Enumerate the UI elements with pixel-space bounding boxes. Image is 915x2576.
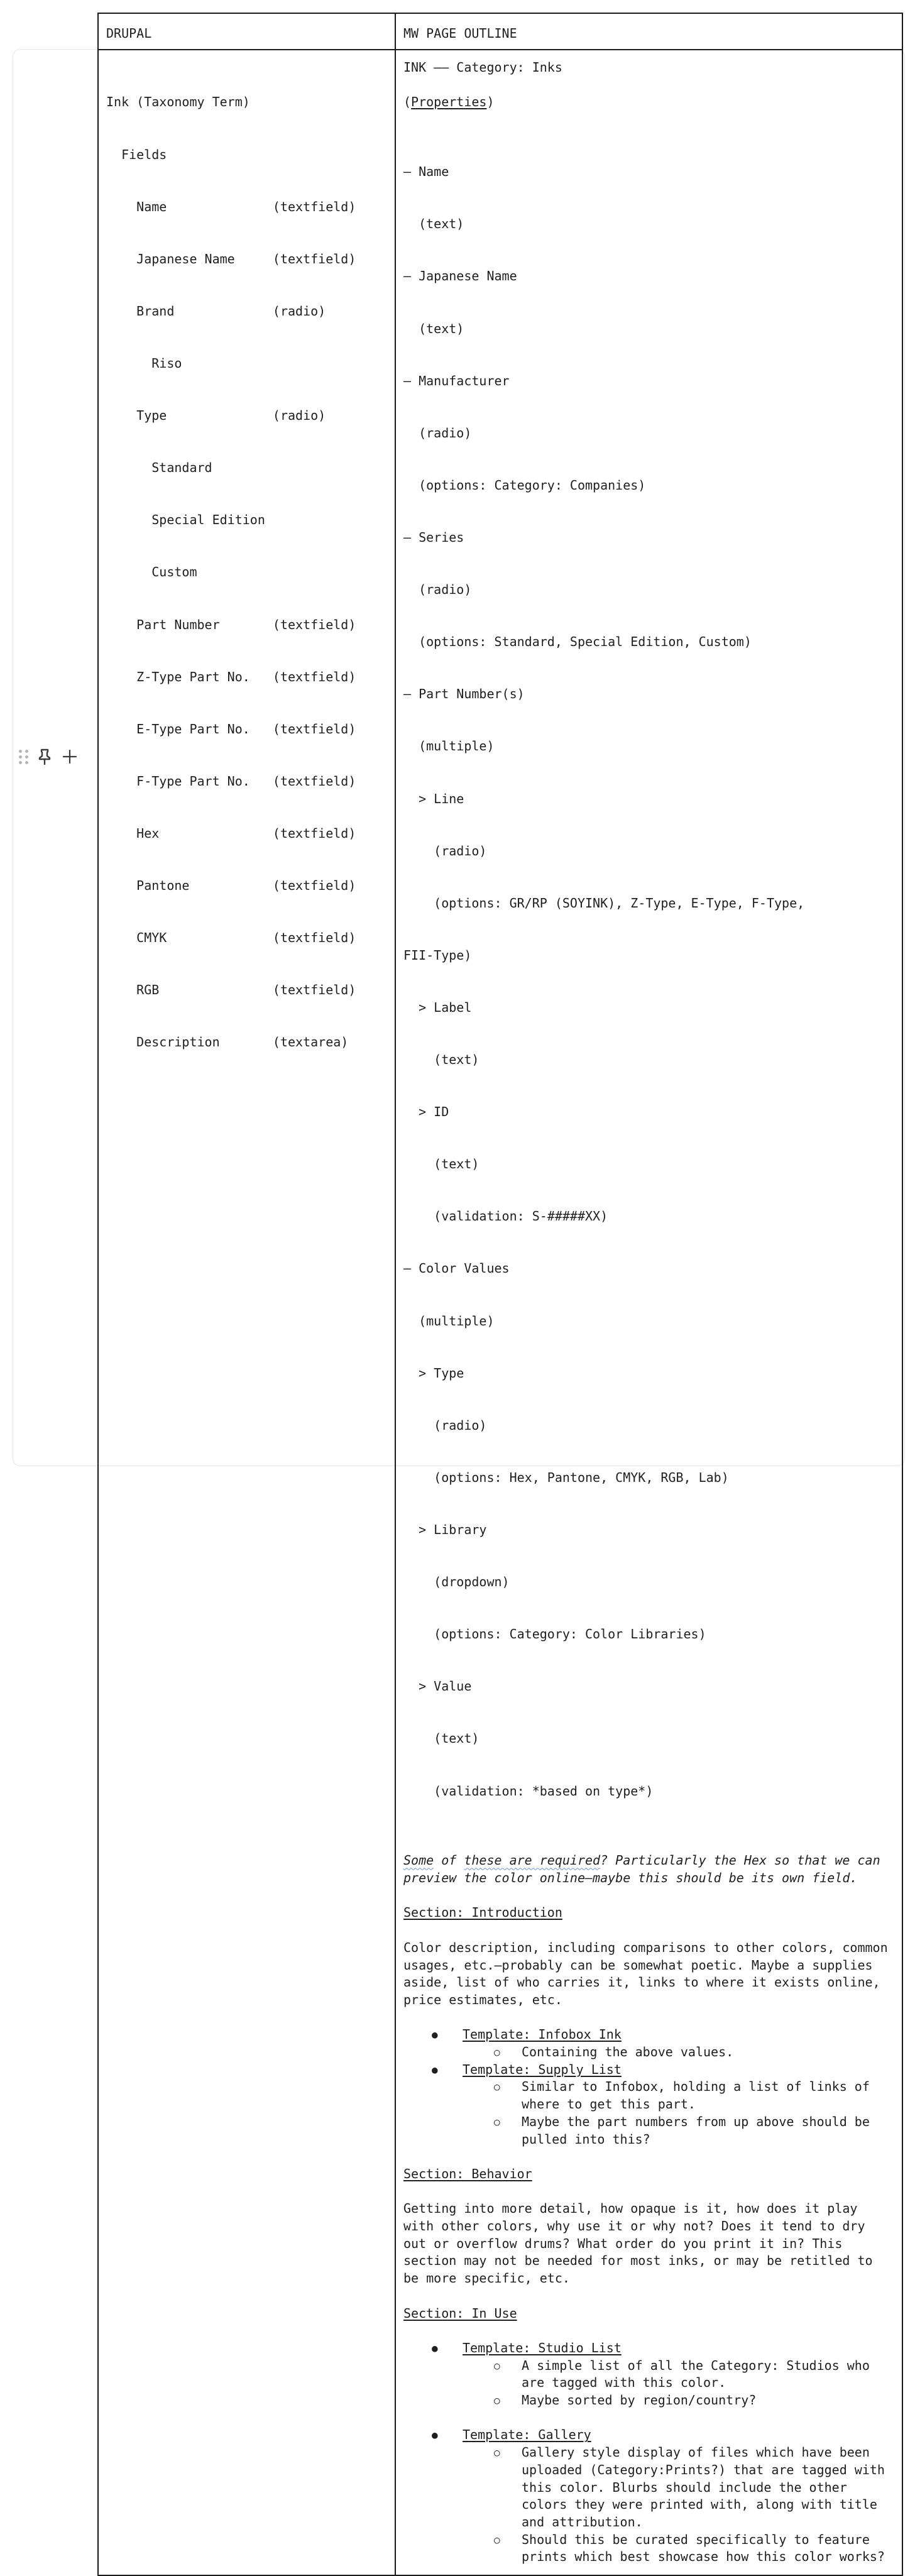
section-heading-behavior[interactable]: Section: Behavior xyxy=(403,2166,532,2181)
drupal-line: Fields xyxy=(106,146,167,162)
spellcheck-required[interactable]: these are required xyxy=(464,1853,601,1868)
drupal-line: RGB (textfield) xyxy=(106,982,356,998)
block-controls xyxy=(19,746,79,767)
properties-link[interactable]: Properties xyxy=(411,94,487,110)
drupal-line: E-Type Part No. (textfield) xyxy=(106,721,356,737)
sub-list-item: ○ Similar to Infobox, holding a list of links of where to get this part. xyxy=(463,2078,894,2113)
property-line: (options: Category: Color Libraries) xyxy=(403,1626,706,1642)
property-line: > Library xyxy=(403,1522,487,1538)
drupal-line: CMYK (textfield) xyxy=(106,930,356,946)
drupal-line: F-Type Part No. (textfield) xyxy=(106,773,356,789)
template-studio-list-link[interactable]: Template: Studio List xyxy=(463,2340,622,2355)
drupal-line: Pantone (textfield) xyxy=(106,878,356,894)
comparison-table xyxy=(97,13,903,2576)
required-note xyxy=(403,1852,894,1887)
sub-list xyxy=(463,2078,894,2148)
property-line: (text) xyxy=(403,1731,479,1746)
drupal-line: Type (radio) xyxy=(106,408,326,424)
list-item xyxy=(403,2061,894,2149)
in-use-gallery-list xyxy=(403,2426,894,2566)
drupal-line: Description (textarea) xyxy=(106,1034,349,1050)
drupal-line: Z-Type Part No. (textfield) xyxy=(106,669,356,684)
drag-handle-icon[interactable] xyxy=(19,748,29,765)
property-line: (radio) xyxy=(403,425,472,441)
drupal-line: Riso xyxy=(106,355,182,371)
drupal-line: Name (textfield) xyxy=(106,199,356,214)
property-line: (dropdown) xyxy=(403,1574,510,1590)
property-line: (text) xyxy=(403,1052,479,1068)
property-line: > Value xyxy=(403,1679,472,1694)
section-heading-in-use[interactable]: Section: In Use xyxy=(403,2305,517,2321)
property-list xyxy=(403,129,894,1835)
in-use-studio-list xyxy=(403,2340,894,2409)
plus-icon[interactable] xyxy=(60,747,79,766)
properties-line xyxy=(403,94,894,111)
sub-list xyxy=(463,2044,894,2061)
template-gallery-link[interactable]: Template: Gallery xyxy=(463,2427,591,2443)
property-line: (validation: S-#####XX) xyxy=(403,1209,608,1224)
property-line: (options: Hex, Pantone, CMYK, RGB, Lab) xyxy=(403,1469,729,1485)
property-line: (multiple) xyxy=(403,738,495,754)
outline-cell[interactable] xyxy=(395,50,902,2575)
template-infobox-ink-link[interactable]: Template: Infobox Ink xyxy=(463,2027,622,2042)
property-line: (validation: *based on type*) xyxy=(403,1783,654,1799)
sub-list-item: ○ Maybe sorted by region/country? xyxy=(463,2392,894,2409)
sub-list-item: ○ Gallery style display of files which have been uploaded (Category:Prints?) that are tagged with this color. Blurbs should include the other colors they were printed with, along with title and attribution. xyxy=(463,2444,894,2531)
property-line: (text) xyxy=(403,216,464,232)
sub-list-item: ○ Should this be curated specifically to feature prints which best showcase how this color works? xyxy=(463,2531,894,2566)
sub-list-item: ○ Maybe the part numbers from up above should be pulled into this? xyxy=(463,2113,894,2148)
table-body-row xyxy=(98,50,902,2575)
property-line: (text) xyxy=(403,1156,479,1172)
sub-list-item: ○ Containing the above values. xyxy=(463,2044,894,2061)
drupal-line: Ink (Taxonomy Term) xyxy=(106,94,250,110)
property-line: (multiple) xyxy=(403,1313,495,1329)
intro-template-list xyxy=(403,2026,894,2148)
column-header-outline[interactable]: MW PAGE OUTLINE xyxy=(395,13,902,50)
intro-paragraph: Color description, including comparisons to other colors, common usages, etc.—probably can be somewhat poetic. Maybe a supplies aside, list of who carries it, links to where it exists online, price estimates, etc. xyxy=(403,1939,896,2007)
note-text: of xyxy=(434,1853,464,1868)
drupal-line: Part Number (textfield) xyxy=(106,617,356,632)
sub-list-item: ○ A simple list of all the Category: Studios who are tagged with this color. xyxy=(463,2357,894,2392)
property-line: – Color Values xyxy=(403,1261,510,1276)
note-text-rest: ? Particularly the Hex so that we can preview the color online—maybe this should be its own field. xyxy=(403,1853,888,1886)
property-line: – Japanese Name xyxy=(403,268,517,284)
drupal-cell[interactable] xyxy=(98,50,395,2575)
section-heading-introduction[interactable]: Section: Introduction xyxy=(403,1905,562,1921)
drupal-line: Standard xyxy=(106,460,212,476)
property-line: – Name xyxy=(403,164,449,180)
outline-title: INK —— Category: Inks xyxy=(403,60,562,75)
drupal-line: Hex (textfield) xyxy=(106,825,356,841)
property-line: > Type xyxy=(403,1365,464,1381)
column-header-drupal[interactable]: DRUPAL xyxy=(98,13,395,50)
property-line: (radio) xyxy=(403,1417,487,1433)
sub-list xyxy=(463,2444,894,2566)
property-line: (radio) xyxy=(403,843,487,858)
drupal-line: Special Edition xyxy=(106,512,265,528)
property-line: FII-Type) xyxy=(403,947,472,963)
property-line: > Label xyxy=(403,999,472,1015)
list-item xyxy=(403,2426,894,2566)
property-line: (options: Category: Companies) xyxy=(403,477,646,493)
property-line: (radio) xyxy=(403,582,472,598)
template-supply-list-link[interactable]: Template: Supply List xyxy=(463,2061,622,2077)
list-item xyxy=(403,2340,894,2409)
drupal-field-list xyxy=(106,59,387,1086)
drupal-line: Custom xyxy=(106,564,197,580)
property-line: – Part Number(s) xyxy=(403,686,525,702)
spellcheck-some[interactable]: Some xyxy=(403,1853,434,1868)
property-line: (text) xyxy=(403,321,464,336)
pin-icon[interactable] xyxy=(35,747,54,766)
list-item xyxy=(403,2026,894,2061)
property-line: – Series xyxy=(403,529,464,545)
table-header-row xyxy=(98,13,902,50)
property-line: – Manufacturer xyxy=(403,373,510,388)
property-line: > ID xyxy=(403,1104,449,1120)
behavior-paragraph: Getting into more detail, how opaque is it, how does it play with other colors, why use it or why not? Does it tend to dry out or overflow drums? What order do you print it in? This section may not be needed for most inks, or may be retitled to be more specific, etc. xyxy=(403,2201,880,2286)
drupal-line: Brand (radio) xyxy=(106,303,326,319)
sub-list xyxy=(463,2357,894,2409)
properties-close: ) xyxy=(486,94,495,110)
properties-open: ( xyxy=(403,94,412,110)
property-line: (options: GR/RP (SOYINK), Z-Type, E-Type, F-Type, xyxy=(403,895,805,911)
property-line: (options: Standard, Special Edition, Custom) xyxy=(403,634,752,650)
property-line: > Line xyxy=(403,791,464,806)
drupal-line: Japanese Name (textfield) xyxy=(106,251,356,266)
